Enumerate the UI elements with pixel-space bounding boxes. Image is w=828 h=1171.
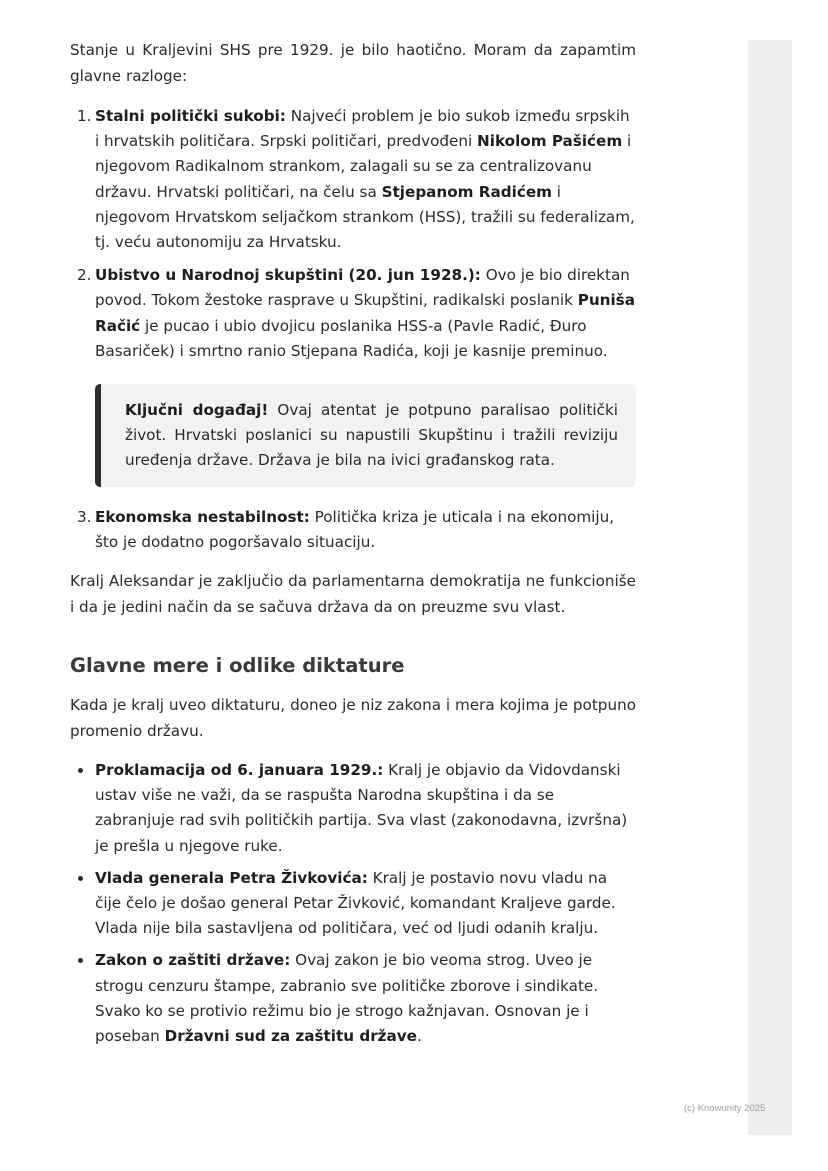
item-text: Kralj je objavio da Vidovdanski ustav više ne važi, da se raspušta Narodna skupština i da se zabranjuje rad svih političkih partija. Sva vlast (zakonodavna, izvršna) je prešla u njegove ruke.: [95, 761, 628, 855]
measures-intro-paragraph: Kada je kralj uveo diktaturu, doneo je niz zakona i mera kojima je potpuno promenio državu.: [70, 696, 636, 740]
callout-text: Ovaj atentat je potpuno paralisao politički život. Hrvatski poslanici su napustili Skupštinu i tražili reviziju uređenja države. Država je bila na ivici građanskog rata.: [125, 401, 618, 470]
item-text: Politička kriza je uticala i na ekonomiju, što je dodatno pogoršavalo situaciju.: [95, 507, 615, 551]
document-body: [70, 38, 636, 1049]
list-item: [77, 104, 636, 255]
list-number: 3.: [77, 507, 92, 526]
list-item: [77, 263, 636, 364]
item-text: Kralj je postavio novu vladu na čije čelo je došao general Petar Živković, komandant Kraljeve garde. Vlada nije bila sastavljena od političara, već od ljudi odanih kralju.: [95, 868, 616, 938]
reasons-list: [70, 104, 636, 364]
right-margin-bar: [748, 40, 792, 1135]
list-number: 1.: [77, 107, 92, 125]
watermark: (c) Knowunity 2025: [684, 1103, 766, 1114]
item-text: i njegovom Hrvatskom seljačkom strankom (HSS), tražili su federalizam, tj. veću autonomiju za Hrvatsku.: [95, 182, 635, 252]
item-emphasis: Stjepanom Radićem: [381, 182, 552, 201]
item-text: .: [416, 1027, 422, 1046]
item-text: Najveći problem je bio sukob između srpskih i hrvatskih političara. Srpski političari, predvođeni: [95, 107, 630, 151]
item-title: Ubistvo u Narodnoj skupštini (20. jun 1928.):: [95, 266, 481, 285]
conclusion-paragraph: Kralj Aleksandar je zaključio da parlamentarna demokratija ne funkcioniše i da je jedini način da se sačuva država da on preuzme svu vlast.: [70, 572, 636, 616]
list-item: [77, 505, 636, 555]
bullet-icon: [78, 876, 83, 881]
key-event-callout: [95, 384, 636, 487]
list-item: [95, 866, 636, 942]
list-item: [95, 758, 636, 859]
item-title: Proklamacija od 6. januara 1929.:: [95, 761, 384, 780]
item-text: Ovo je bio direktan povod. Tokom žestoke rasprave u Skupštini, radikalski poslanik: [95, 266, 630, 310]
item-title: Zakon o zaštiti države:: [95, 951, 291, 970]
item-emphasis: Nikolom Pašićem: [477, 132, 623, 151]
item-emphasis: Državni sud za zaštitu države: [164, 1027, 417, 1046]
reasons-list-continued: [70, 505, 636, 555]
item-text: je pucao i ubio dvojicu poslanika HSS-a (Pavle Radić, Đuro Basariček) i smrtno ranio Stjepana Radića, koji je kasnije preminuo.: [95, 316, 608, 360]
item-text: i njegovom Radikalnom strankom, zalagali su se za centralizovanu državu. Hrvatski političari, na čelu sa: [95, 132, 632, 201]
list-number: 2.: [77, 266, 92, 285]
item-title: Ekonomska nestabilnost:: [95, 507, 310, 526]
item-title: Vlada generala Petra Živkovića:: [95, 868, 368, 887]
item-title: Stalni politički sukobi:: [95, 107, 286, 125]
bullet-icon: [78, 768, 83, 773]
item-text: Ovaj zakon je bio veoma strog. Uveo je strogu cenzuru štampe, zabranio sve političke zborove i sindikate. Svako ko se protivio režimu bio je strogo kažnjavan. Osnovan je i poseban: [95, 951, 599, 1046]
callout-title: Ključni događaj!: [125, 401, 269, 420]
bullet-icon: [78, 958, 83, 963]
intro-paragraph: Stanje u Kraljevini SHS pre 1929. je bilo haotično. Moram da zapamtim glavne razloge:: [70, 41, 636, 85]
item-emphasis: Puniša Račić: [95, 291, 635, 335]
list-item: [95, 948, 636, 1049]
measures-list: [70, 758, 636, 1049]
section-heading: Glavne mere i odlike diktature: [70, 654, 405, 678]
